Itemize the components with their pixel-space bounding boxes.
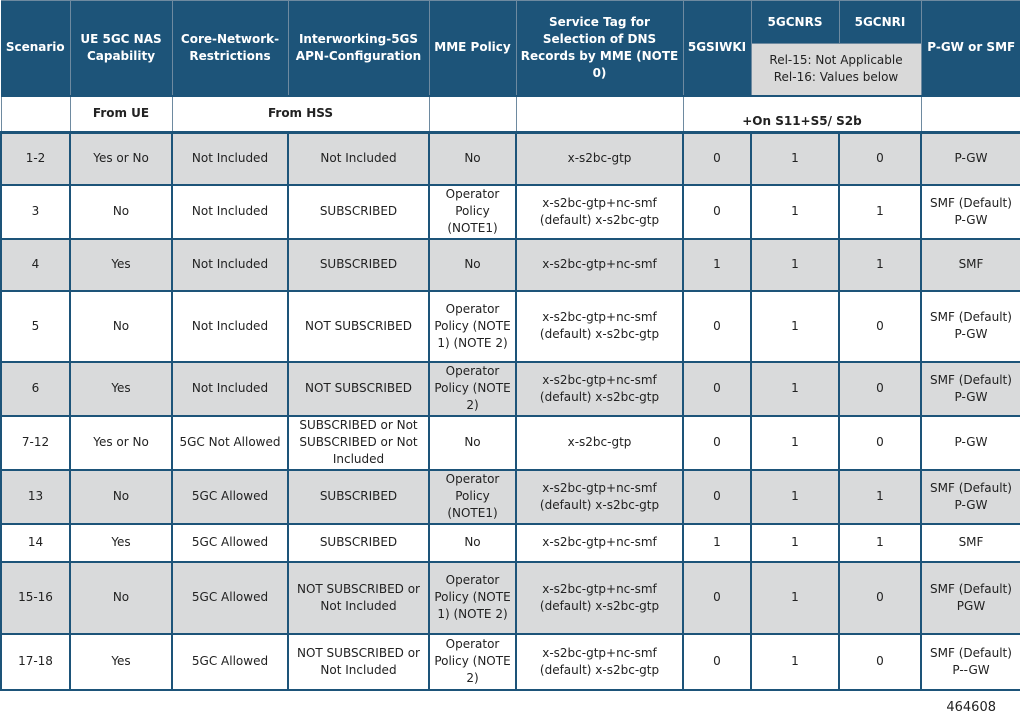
cell-5gsiwki: 1: [683, 524, 751, 562]
cell-5gsiwki: 0: [683, 562, 751, 634]
cell-core-network-restrictions: 5GC Allowed: [172, 562, 288, 634]
header-core-network-restrictions: Core-Network-Restrictions: [172, 1, 288, 96]
cell-service-tag: x-s2bc-gtp+nc-smf: [516, 524, 683, 562]
cell-ue-capability: Yes or No: [70, 416, 172, 470]
cell-ue-capability: No: [70, 470, 172, 524]
cell-interworking-5gs: NOT SUBSCRIBED: [288, 362, 429, 416]
cell-5gsiwki: 0: [683, 416, 751, 470]
rel15-note: Rel-15: Not Applicable: [769, 53, 903, 68]
cell-5gcnrs: 1: [751, 291, 839, 362]
cell-service-tag: x-s2bc-gtp+nc-smf (default) x-s2bc-gtp: [516, 470, 683, 524]
cell-5gsiwki: 0: [683, 470, 751, 524]
cell-mme-policy: Operator Policy (NOTE 1) (NOTE 2): [429, 291, 516, 362]
cell-mme-policy: Operator Policy (NOTE 2): [429, 634, 516, 690]
header-pgw-or-smf: P-GW or SMF: [921, 1, 1020, 96]
release-note: [751, 44, 921, 96]
cell-interworking-5gs: NOT SUBSCRIBED: [288, 291, 429, 362]
cell-interworking-5gs: SUBSCRIBED: [288, 239, 429, 291]
cell-core-network-restrictions: Not Included: [172, 133, 288, 185]
cell-mme-policy: Operator Policy (NOTE 2): [429, 362, 516, 416]
cell-core-network-restrictions: Not Included: [172, 185, 288, 239]
header-service-tag: Service Tag for Selection of DNS Records by MME (NOTE 0): [516, 1, 683, 96]
cell-scenario: 13: [1, 470, 70, 524]
header-interworking-5gs: Interworking-5GS APN-Configuration: [288, 1, 429, 96]
cell-service-tag: x-s2bc-gtp: [516, 416, 683, 470]
table-row: [1, 524, 1020, 562]
cell-ue-capability: Yes: [70, 239, 172, 291]
cell-scenario: 15-16: [1, 562, 70, 634]
cell-scenario: 6: [1, 362, 70, 416]
table-row: [1, 239, 1020, 291]
cell-5gcnrs: 1: [751, 524, 839, 562]
cell-5gcnri: 1: [839, 470, 921, 524]
table-row: [1, 634, 1020, 690]
cell-service-tag: x-s2bc-gtp+nc-smf (default) x-s2bc-gtp: [516, 562, 683, 634]
header-mme-policy: MME Policy: [429, 1, 516, 96]
table-row: [1, 362, 1020, 416]
cell-core-network-restrictions: 5GC Allowed: [172, 634, 288, 690]
source-empty: [921, 96, 1020, 133]
cell-5gcnri: 0: [839, 562, 921, 634]
cell-5gcnrs: 1: [751, 416, 839, 470]
table-row: [1, 416, 1020, 470]
cell-5gsiwki: 0: [683, 634, 751, 690]
cell-mme-policy: No: [429, 133, 516, 185]
cell-pgw-or-smf: SMF (Default) PGW: [921, 562, 1020, 634]
source-empty: [516, 96, 683, 133]
cell-pgw-or-smf: SMF (Default) P-GW: [921, 291, 1020, 362]
cell-5gcnri: 1: [839, 524, 921, 562]
header-5gcnrs: 5GCNRS: [751, 1, 839, 44]
table-row: [1, 291, 1020, 362]
cell-pgw-or-smf: P-GW: [921, 416, 1020, 470]
cell-5gcnri: 0: [839, 291, 921, 362]
cell-interworking-5gs: NOT SUBSCRIBED or Not Included: [288, 562, 429, 634]
cell-core-network-restrictions: 5GC Allowed: [172, 470, 288, 524]
cell-pgw-or-smf: SMF (Default) P-GW: [921, 470, 1020, 524]
cell-scenario: 7-12: [1, 416, 70, 470]
cell-ue-capability: No: [70, 291, 172, 362]
table-row: [1, 133, 1020, 185]
cell-ue-capability: Yes: [70, 362, 172, 416]
cell-mme-policy: No: [429, 416, 516, 470]
cell-5gsiwki: 0: [683, 185, 751, 239]
rel16-note: Rel-16: Values below: [773, 70, 899, 85]
cell-scenario: 1-2: [1, 133, 70, 185]
cell-ue-capability: Yes or No: [70, 133, 172, 185]
source-from-hss: From HSS: [172, 96, 429, 133]
cell-scenario: 17-18: [1, 634, 70, 690]
table-row: [1, 185, 1020, 239]
source-on-s11: +On S11+S5/ S2b: [683, 96, 921, 133]
cell-ue-capability: Yes: [70, 634, 172, 690]
cell-service-tag: x-s2bc-gtp+nc-smf: [516, 239, 683, 291]
cell-scenario: 4: [1, 239, 70, 291]
figure-id: 464608: [946, 700, 996, 715]
cell-service-tag: x-s2bc-gtp+nc-smf (default) x-s2bc-gtp: [516, 362, 683, 416]
cell-mme-policy: Operator Policy (NOTE1): [429, 185, 516, 239]
cell-pgw-or-smf: SMF (Default) P-GW: [921, 362, 1020, 416]
cell-interworking-5gs: SUBSCRIBED: [288, 524, 429, 562]
cell-5gcnri: 0: [839, 416, 921, 470]
cell-core-network-restrictions: 5GC Allowed: [172, 524, 288, 562]
scenario-rows: [1, 133, 1020, 690]
cell-mme-policy: No: [429, 239, 516, 291]
cell-5gcnri: 1: [839, 185, 921, 239]
cell-interworking-5gs: NOT SUBSCRIBED or Not Included: [288, 634, 429, 690]
cell-core-network-restrictions: Not Included: [172, 239, 288, 291]
cell-service-tag: x-s2bc-gtp+nc-smf (default) x-s2bc-gtp: [516, 291, 683, 362]
cell-interworking-5gs: SUBSCRIBED: [288, 185, 429, 239]
header-5gcnri: 5GCNRI: [839, 1, 921, 44]
cell-ue-capability: Yes: [70, 524, 172, 562]
cell-service-tag: x-s2bc-gtp+nc-smf (default) x-s2bc-gtp: [516, 185, 683, 239]
source-empty: [1, 96, 70, 133]
cell-scenario: 14: [1, 524, 70, 562]
cell-ue-capability: No: [70, 562, 172, 634]
cell-pgw-or-smf: P-GW: [921, 133, 1020, 185]
cell-pgw-or-smf: SMF: [921, 239, 1020, 291]
cell-5gcnri: 0: [839, 362, 921, 416]
cell-5gcnrs: 1: [751, 470, 839, 524]
source-row: [1, 96, 1020, 133]
cell-mme-policy: Operator Policy (NOTE 1) (NOTE 2): [429, 562, 516, 634]
cell-5gsiwki: 0: [683, 291, 751, 362]
cell-5gcnrs: 1: [751, 185, 839, 239]
cell-interworking-5gs: Not Included: [288, 133, 429, 185]
cell-5gcnri: 0: [839, 634, 921, 690]
cell-core-network-restrictions: Not Included: [172, 291, 288, 362]
cell-5gcnri: 0: [839, 133, 921, 185]
cell-5gcnrs: 1: [751, 133, 839, 185]
table-row: [1, 562, 1020, 634]
cell-ue-capability: No: [70, 185, 172, 239]
header-row: [1, 1, 1020, 44]
source-from-ue: From UE: [70, 96, 172, 133]
cell-service-tag: x-s2bc-gtp: [516, 133, 683, 185]
cell-interworking-5gs: SUBSCRIBED: [288, 470, 429, 524]
cell-5gcnrs: 1: [751, 562, 839, 634]
cell-mme-policy: No: [429, 524, 516, 562]
header-scenario: Scenario: [1, 1, 70, 96]
cell-5gcnri: 1: [839, 239, 921, 291]
cell-5gcnrs: 1: [751, 634, 839, 690]
table-row: [1, 470, 1020, 524]
cell-5gsiwki: 0: [683, 362, 751, 416]
cell-mme-policy: Operator Policy (NOTE1): [429, 470, 516, 524]
cell-scenario: 3: [1, 185, 70, 239]
source-empty: [429, 96, 516, 133]
header-ue-5gc-nas-capability: UE 5GC NAS Capability: [70, 1, 172, 96]
cell-core-network-restrictions: Not Included: [172, 362, 288, 416]
cell-5gcnrs: 1: [751, 362, 839, 416]
cell-core-network-restrictions: 5GC Not Allowed: [172, 416, 288, 470]
cell-interworking-5gs: SUBSCRIBED or Not SUBSCRIBED or Not Included: [288, 416, 429, 470]
cell-pgw-or-smf: SMF (Default) P-GW: [921, 185, 1020, 239]
header-5gsiwki: 5GSIWKI: [683, 1, 751, 96]
cell-scenario: 5: [1, 291, 70, 362]
cell-5gsiwki: 1: [683, 239, 751, 291]
cell-service-tag: x-s2bc-gtp+nc-smf (default) x-s2bc-gtp: [516, 634, 683, 690]
cell-5gsiwki: 0: [683, 133, 751, 185]
cell-5gcnrs: 1: [751, 239, 839, 291]
cell-pgw-or-smf: SMF (Default) P--GW: [921, 634, 1020, 690]
cell-pgw-or-smf: SMF: [921, 524, 1020, 562]
